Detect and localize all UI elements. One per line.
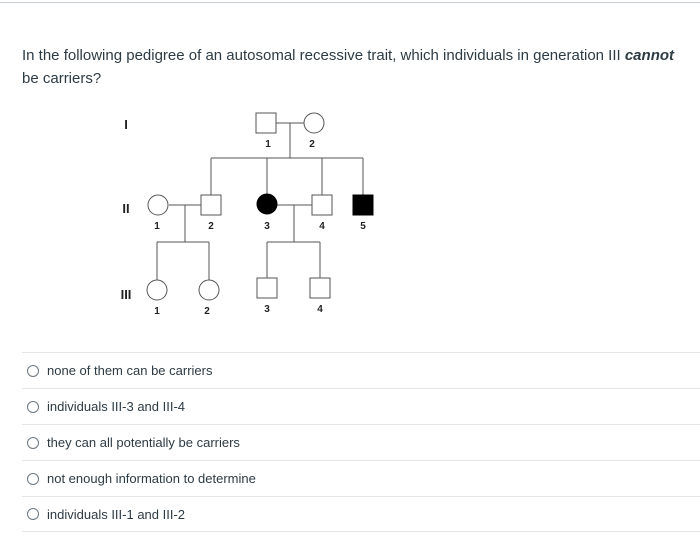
answer-list bbox=[22, 352, 700, 532]
gen2-num-3: 3 bbox=[264, 221, 270, 232]
gen1-male-1 bbox=[256, 113, 276, 133]
answer-label-4: not enough information to determine bbox=[47, 471, 256, 486]
radio-button-1[interactable] bbox=[27, 365, 39, 377]
question-text-end: be carriers? bbox=[22, 70, 102, 87]
gen3-male-4 bbox=[310, 278, 330, 298]
gen2-num-2: 2 bbox=[208, 221, 214, 232]
gen3-num-3: 3 bbox=[264, 304, 270, 315]
radio-button-5[interactable] bbox=[27, 508, 39, 520]
gen-label-II: II bbox=[122, 201, 130, 216]
gen2-female-1 bbox=[148, 195, 168, 215]
gen3-female-2 bbox=[199, 280, 219, 300]
gen2-affected-male-5 bbox=[353, 195, 373, 215]
gen1-num-2: 2 bbox=[309, 139, 315, 150]
gen-label-I: I bbox=[124, 117, 128, 132]
question-text-start: In the following pedigree of an autosomal recessive trait, which individuals in generation III bbox=[22, 47, 625, 64]
gen3-male-3 bbox=[257, 278, 277, 298]
gen2-male-2 bbox=[201, 195, 221, 215]
answer-label-3: they can all potentially be carriers bbox=[47, 435, 240, 450]
answer-option-1[interactable] bbox=[22, 352, 700, 388]
gen3-female-1 bbox=[147, 280, 167, 300]
answer-label-2: individuals III-3 and III-4 bbox=[47, 399, 186, 414]
gen-label-III: III bbox=[120, 287, 132, 302]
gen2-num-4: 4 bbox=[319, 221, 325, 232]
answer-option-4[interactable] bbox=[22, 460, 700, 496]
gen1-num-1: 1 bbox=[265, 139, 271, 150]
gen3-num-4: 4 bbox=[317, 304, 323, 315]
gen3-num-1: 1 bbox=[154, 306, 160, 317]
question-emphasis: cannot bbox=[624, 47, 675, 64]
answer-label-5: individuals III-1 and III-2 bbox=[47, 506, 186, 522]
answer-option-3[interactable] bbox=[22, 424, 700, 460]
radio-button-2[interactable] bbox=[27, 401, 39, 413]
answer-option-5[interactable] bbox=[22, 496, 700, 532]
gen2-num-5: 5 bbox=[360, 221, 366, 232]
gen3-num-2: 2 bbox=[204, 306, 210, 317]
gen2-male-4 bbox=[312, 195, 332, 215]
gen2-affected-female-3 bbox=[257, 194, 277, 214]
gen2-num-1: 1 bbox=[154, 221, 160, 232]
answer-label-1: none of them can be carriers bbox=[47, 363, 213, 378]
radio-button-4[interactable] bbox=[27, 473, 39, 485]
radio-button-3[interactable] bbox=[27, 437, 39, 449]
answer-option-2[interactable] bbox=[22, 388, 700, 424]
gen1-female-2 bbox=[304, 113, 324, 133]
